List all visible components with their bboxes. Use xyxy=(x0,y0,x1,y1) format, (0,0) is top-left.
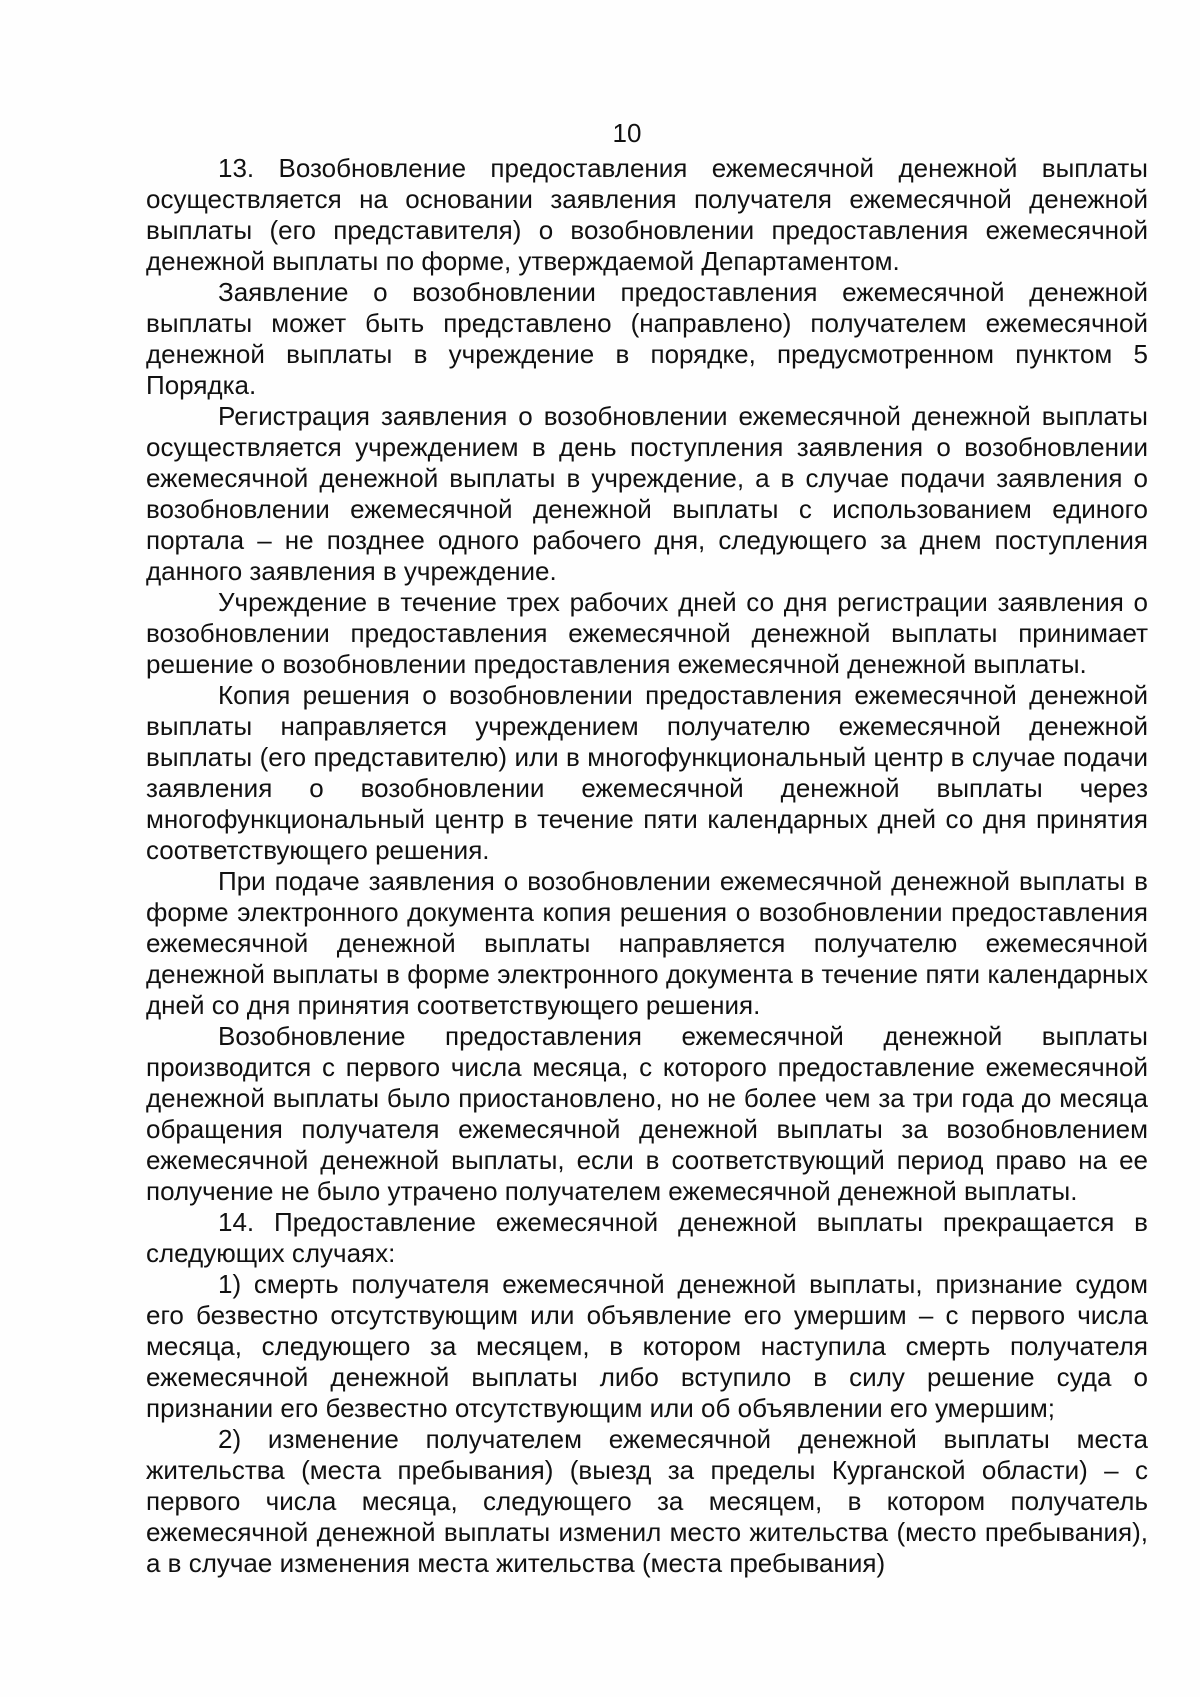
paragraph-13: 13. Возобновление предоставления ежемесячной денежной выплаты осуществляется на основании заявления получателя ежемесячной денежной выплаты (его представителя) о возобновлении предоставления ежемесячной денежной выплаты по форме, утверждаемой Департаментом. xyxy=(146,153,1148,276)
list-item-2: 2) изменение получателем ежемесячной денежной выплаты места жительства (места пребывания) (выезд за пределы Курганской области) – с первого числа месяца, следующего за месяцем, в котором получатель ежемесячной денежной выплаты изменил место жительства (место пребывания), а в случае изменения места жительства (места пребывания) xyxy=(146,1424,1148,1578)
list-item-1: 1) смерть получателя ежемесячной денежной выплаты, признание судом его безвестно отсутствующим или объявление его умершим – с первого числа месяца, следующего за месяцем, в котором наступила смерть получателя ежемесячной денежной выплаты либо вступило в силу решение суда о признании его безвестно отсутствующим или об объявлении его умершим; xyxy=(146,1269,1148,1423)
paragraph-application: Заявление о возобновлении предоставления ежемесячной денежной выплаты может быть представлено (направлено) получателем ежемесячной денежной выплаты в учреждение в порядке, предусмотренном пунктом 5 Порядка. xyxy=(146,277,1148,400)
paragraph-electronic: При подаче заявления о возобновлении ежемесячной денежной выплаты в форме электронного документа копия решения о возобновлении предоставления ежемесячной денежной выплаты направляется получателю ежемесячной денежной выплаты в форме электронного документа в течение пяти календарных дней со дня принятия соответствующего решения. xyxy=(146,866,1148,1020)
paragraph-decision: Учреждение в течение трех рабочих дней со дня регистрации заявления о возобновлении предоставления ежемесячной денежной выплаты принимает решение о возобновлении предоставления ежемесячной денежной выплаты. xyxy=(146,587,1148,679)
paragraph-resumption-date: Возобновление предоставления ежемесячной денежной выплаты производится с первого числа месяца, с которого предоставление ежемесячной денежной выплаты было приостановлено, но не более чем за три года до месяца обращения получателя ежемесячной денежной выплаты за возобновлением ежемесячной денежной выплаты, если в соответствующий период право на ее получение не было утрачено получателем ежемесячной денежной выплаты. xyxy=(146,1021,1148,1206)
page-number: 10 xyxy=(612,118,642,148)
paragraph-registration: Регистрация заявления о возобновлении ежемесячной денежной выплаты осуществляется учреждением в день поступления заявления о возобновлении ежемесячной денежной выплаты в учреждение, а в случае подачи заявления о возобновлении ежемесячной денежной выплаты с использованием единого портала – не позднее одного рабочего дня, следующего за днем поступления данного заявления в учреждение. xyxy=(146,401,1148,586)
paragraph-14: 14. Предоставление ежемесячной денежной выплаты прекращается в следующих случаях: xyxy=(146,1207,1148,1268)
paragraph-decision-copy: Копия решения о возобновлении предоставления ежемесячной денежной выплаты направляется учреждением получателю ежемесячной денежной выплаты (его представителю) или в многофункциональный центр в случае подачи заявления о возобновлении ежемесячной денежной выплаты через многофункциональный центр в течение пяти календарных дней со дня принятия соответствующего решения. xyxy=(146,680,1148,865)
